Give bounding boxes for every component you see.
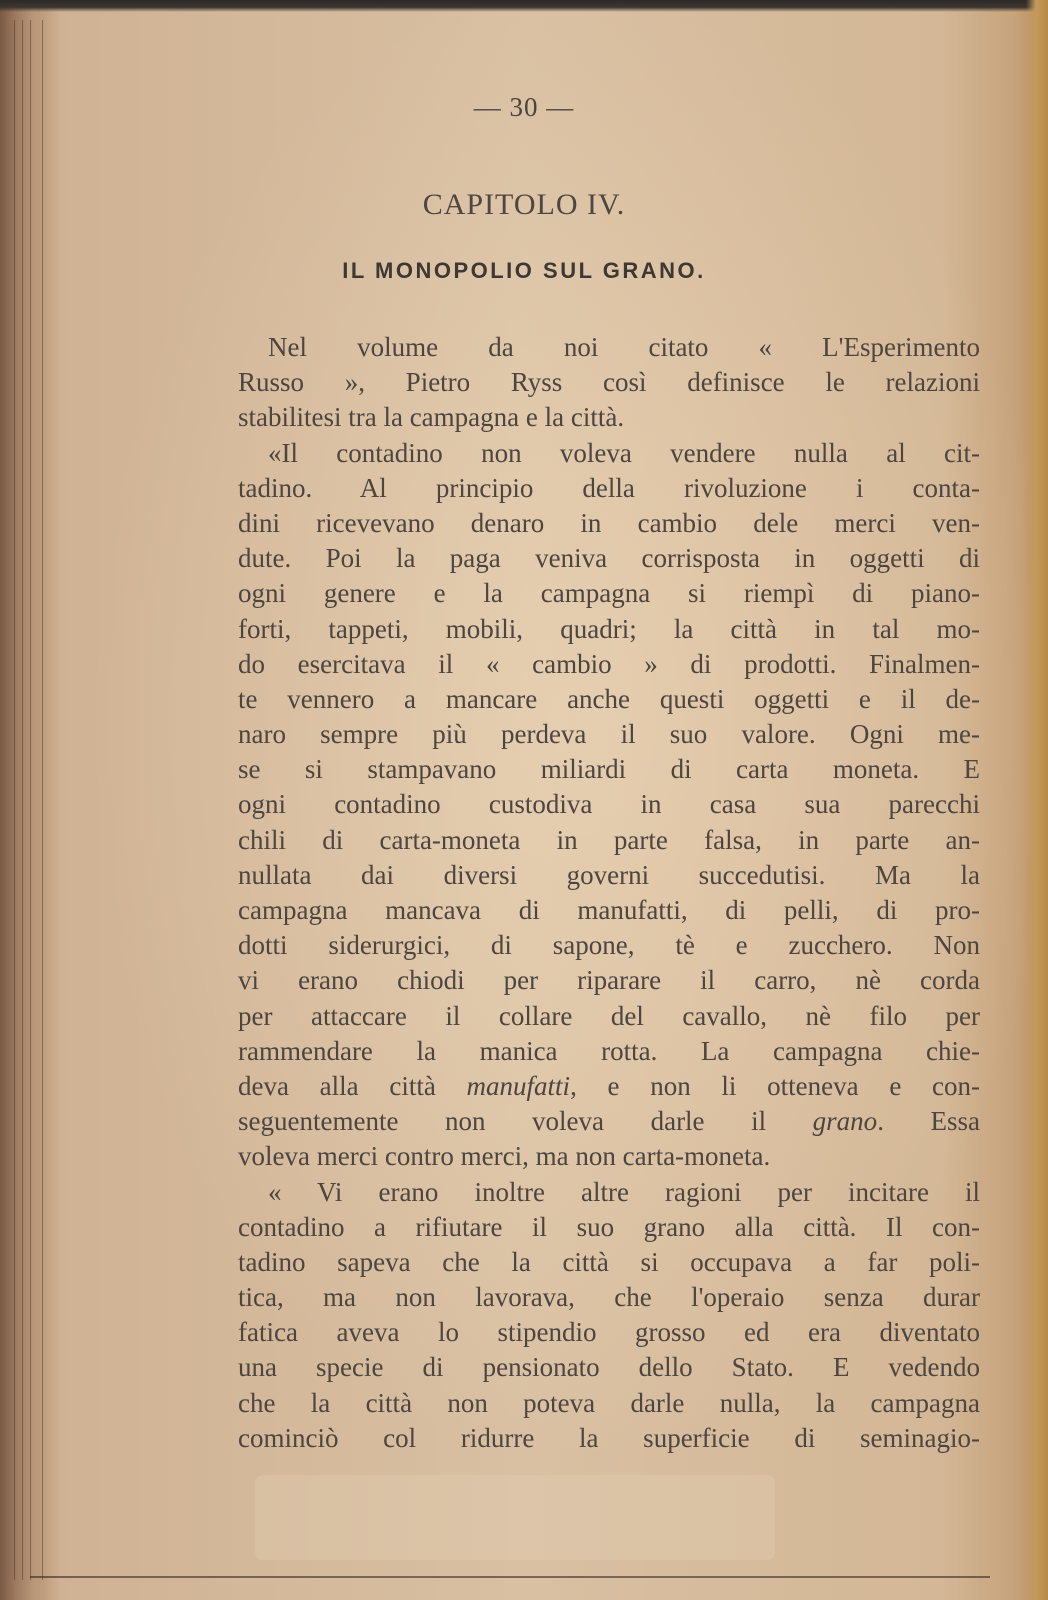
text-line: dini ricevevano denaro in cambio dele merci ven-	[238, 507, 980, 538]
page-binding-edge	[0, 0, 62, 1600]
text-line: nullata dai diversi governi succedutisi. Ma la	[238, 859, 980, 890]
text-line: tadino. Al principio della rivoluzione i conta-	[238, 472, 980, 503]
text-line: tadino sapeva che la città si occupava a far poli-	[238, 1246, 980, 1277]
text-line: ogni genere e la campagna si riempì di piano-	[238, 578, 980, 609]
text-line: forti, tappeti, mobili, quadri; la città in tal mo-	[238, 613, 980, 644]
text-segment: , e non li otteneva e con-	[570, 1070, 980, 1101]
text-line: tica, ma non lavorava, che l'operaio senza durar	[238, 1282, 980, 1313]
text-segment: seguentemente non voleva darle il	[238, 1106, 813, 1137]
text-line: vi erano chiodi per riparare il carro, nè corda	[238, 965, 980, 996]
top-page-edge	[0, 0, 1048, 12]
text-line: voleva merci contro merci, ma non carta-moneta.	[238, 1141, 771, 1172]
section-title: IL MONOPOLIO SUL GRANO.	[342, 258, 706, 283]
italic-word: manufatti	[466, 1070, 571, 1101]
text-line: cominciò col ridurre la superficie di seminagio-	[238, 1422, 980, 1453]
text-line: dotti siderurgici, di sapone, tè e zucchero. Non	[238, 930, 980, 961]
text-line: «Il contadino non voleva vendere nulla al cit-	[268, 437, 980, 468]
text-line: « Vi erano inoltre altre ragioni per incitare il	[268, 1176, 980, 1207]
text-line: fatica aveva lo stipendio grosso ed era diventato	[238, 1317, 980, 1348]
text-segment: . Essa	[877, 1106, 980, 1137]
right-page-edge	[1026, 0, 1048, 1600]
text-line: contadino a rifiutare il suo grano alla città. Il con-	[238, 1211, 980, 1242]
page-number: — 30 —	[473, 92, 575, 122]
italic-word: grano	[812, 1106, 878, 1137]
text-line: do esercitava il « cambio » di prodotti. Finalmen-	[238, 648, 980, 679]
text-line: stabilitesi tra la campagna e la città.	[238, 402, 625, 433]
text-line: naro sempre più perdeva il suo valore. Ogni me-	[238, 719, 980, 750]
chapter-title: CAPITOLO IV.	[422, 188, 626, 221]
text-segment: deva alla città	[238, 1070, 467, 1101]
text-line: rammendare la manica rotta. La campagna chie-	[238, 1035, 980, 1066]
paper-stain	[255, 1475, 775, 1560]
text-line: se si stampavano miliardi di carta moneta. E	[238, 754, 980, 785]
bottom-page-edge	[30, 1576, 990, 1578]
body-text	[238, 330, 980, 1456]
text-line: una specie di pensionato dello Stato. E vedendo	[238, 1352, 980, 1383]
text-line: Russo », Pietro Ryss così definisce le relazioni	[238, 367, 980, 398]
text-line: Nel volume da noi citato « L'Esperimento	[268, 332, 980, 362]
text-line: campagna mancava di manufatti, di pelli, di pro-	[238, 895, 980, 925]
text-line: te vennero a mancare anche questi oggetti e il de-	[238, 683, 980, 714]
text-line: per attaccare il collare del cavallo, nè filo per	[238, 1000, 980, 1031]
text-line: chili di carta-moneta in parte falsa, in parte an-	[238, 824, 980, 855]
text-line	[238, 1069, 980, 1104]
text-line: che la città non poteva darle nulla, la campagna	[238, 1387, 980, 1418]
text-line	[238, 1104, 980, 1139]
text-line: ogni contadino custodiva in casa sua parecchi	[238, 789, 980, 820]
text-line: dute. Poi la paga veniva corrisposta in oggetti di	[238, 543, 980, 574]
